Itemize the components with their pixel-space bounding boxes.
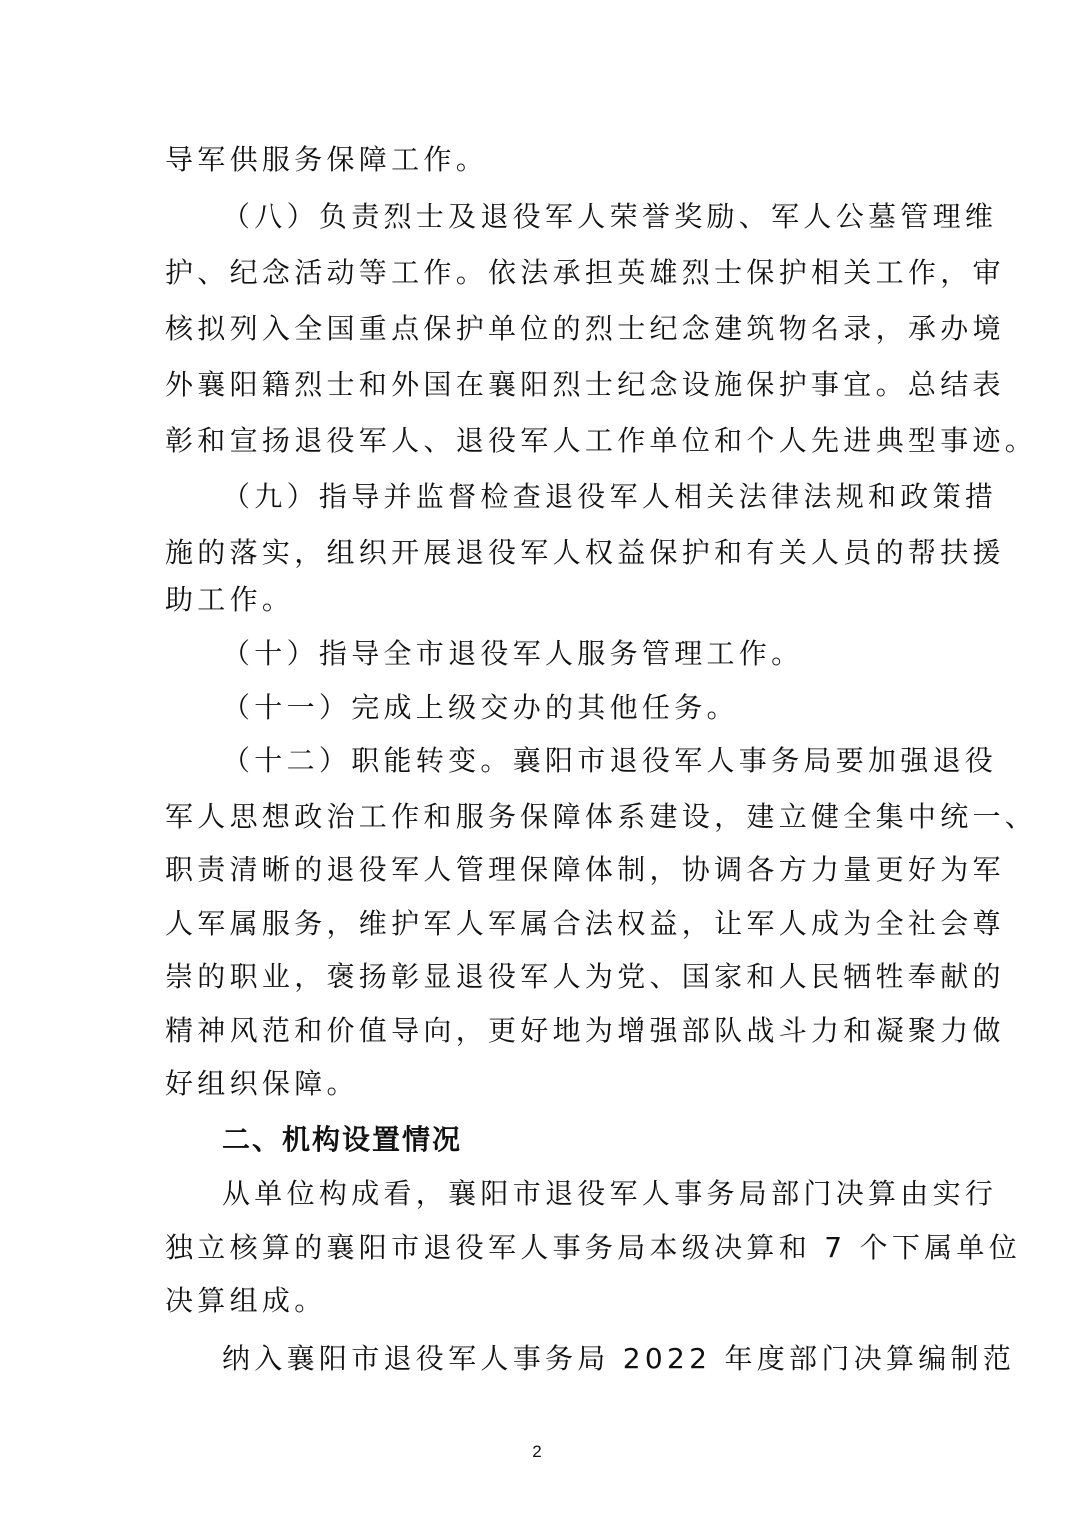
paragraph-line: 精神风范和价值导向，更好地为增强部队战斗力和凝聚力做 xyxy=(165,1014,1005,1047)
page-number: 2 xyxy=(532,1442,542,1461)
paragraph-line: 独立核算的襄阳市退役军人事务局本级决算和 7 个下属单位 xyxy=(165,1231,1022,1264)
paragraph-line: 从单位构成看，襄阳市退役军人事务局部门决算由实行 xyxy=(222,1177,998,1210)
paragraph-line: 人军属服务，维护军人军属合法权益，让军人成为全社会尊 xyxy=(165,907,1005,940)
paragraph-line: 纳入襄阳市退役军人事务局 2022 年度部门决算编制范 xyxy=(222,1342,1016,1375)
paragraph-line: 外襄阳籍烈士和外国在襄阳烈士纪念设施保护事宜。总结表 xyxy=(165,368,1005,401)
paragraph-line: 决算组成。 xyxy=(165,1284,327,1317)
paragraph-line: （十）指导全市退役军人服务管理工作。 xyxy=(222,637,804,670)
paragraph-line: 军人思想政治工作和服务保障体系建设，建立健全集中统一、 xyxy=(165,800,1038,833)
paragraph-line: 崇的职业，褒扬彰显退役军人为党、国家和人民牺牲奉献的 xyxy=(165,960,1005,993)
paragraph-line: （十二）职能转变。襄阳市退役军人事务局要加强退役 xyxy=(222,744,998,777)
section-heading: 二、机构设置情况 xyxy=(222,1123,463,1156)
paragraph-line: 好组织保障。 xyxy=(165,1067,359,1100)
paragraph-line: 助工作。 xyxy=(165,583,295,616)
paragraph-line: 导军供服务保障工作。 xyxy=(165,143,489,176)
paragraph-line: 彰和宣扬退役军人、退役军人工作单位和个人先进典型事迹。 xyxy=(165,424,1038,457)
paragraph-line: 职责清晰的退役军人管理保障体制，协调各方力量更好为军 xyxy=(165,853,1005,886)
paragraph-line: （十一）完成上级交办的其他任务。 xyxy=(222,691,739,724)
paragraph-line: 核拟列入全国重点保护单位的烈士纪念建筑物名录，承办境 xyxy=(165,312,1005,345)
paragraph-line: （八）负责烈士及退役军人荣誉奖励、军人公墓管理维 xyxy=(222,200,998,233)
paragraph-line: （九）指导并监督检查退役军人相关法律法规和政策措 xyxy=(222,480,998,513)
paragraph-line: 护、纪念活动等工作。依法承担英雄烈士保护相关工作，审 xyxy=(165,256,1005,289)
paragraph-line: 施的落实，组织开展退役军人权益保护和有关人员的帮扶援 xyxy=(165,536,1005,569)
